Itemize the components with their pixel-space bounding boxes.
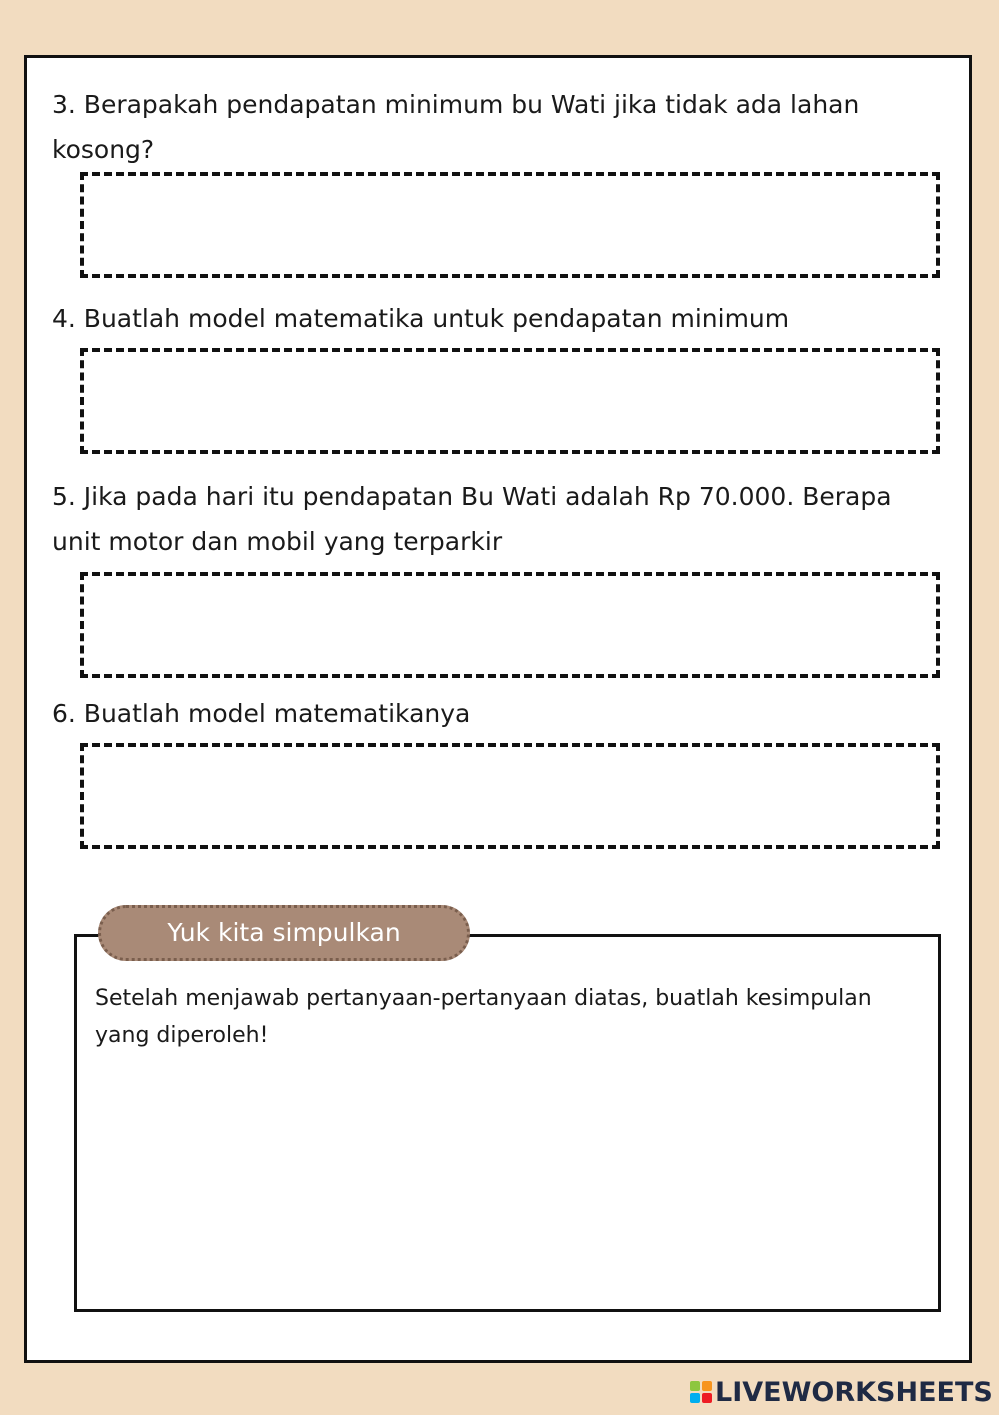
answer-box-3[interactable] (80, 172, 940, 278)
answer-box-5[interactable] (80, 572, 940, 678)
question-3: 3. Berapakah pendapatan minimum bu Wati jika tidak ada lahan kosong? (52, 90, 860, 164)
liveworksheets-brand (690, 1374, 993, 1410)
liveworksheets-logo-icon (690, 1381, 712, 1403)
answer-box-6[interactable] (80, 743, 940, 849)
question-4: 4. Buatlah model matematika untuk pendapatan minimum (52, 304, 790, 333)
conclusion-label: Yuk kita simpulkan (98, 905, 470, 961)
conclusion-prompt: Setelah menjawab pertanyaan-pertanyaan diatas, buatlah kesimpulan yang diperoleh! (95, 986, 872, 1048)
question-6: 6. Buatlah model matematikanya (52, 699, 471, 728)
question-5: 5. Jika pada hari itu pendapatan Bu Wati adalah Rp 70.000. Berapa unit motor dan mobil yang terparkir (52, 482, 892, 556)
brand-name: LIVEWORKSHEETS (715, 1376, 993, 1408)
answer-box-4[interactable] (80, 348, 940, 454)
